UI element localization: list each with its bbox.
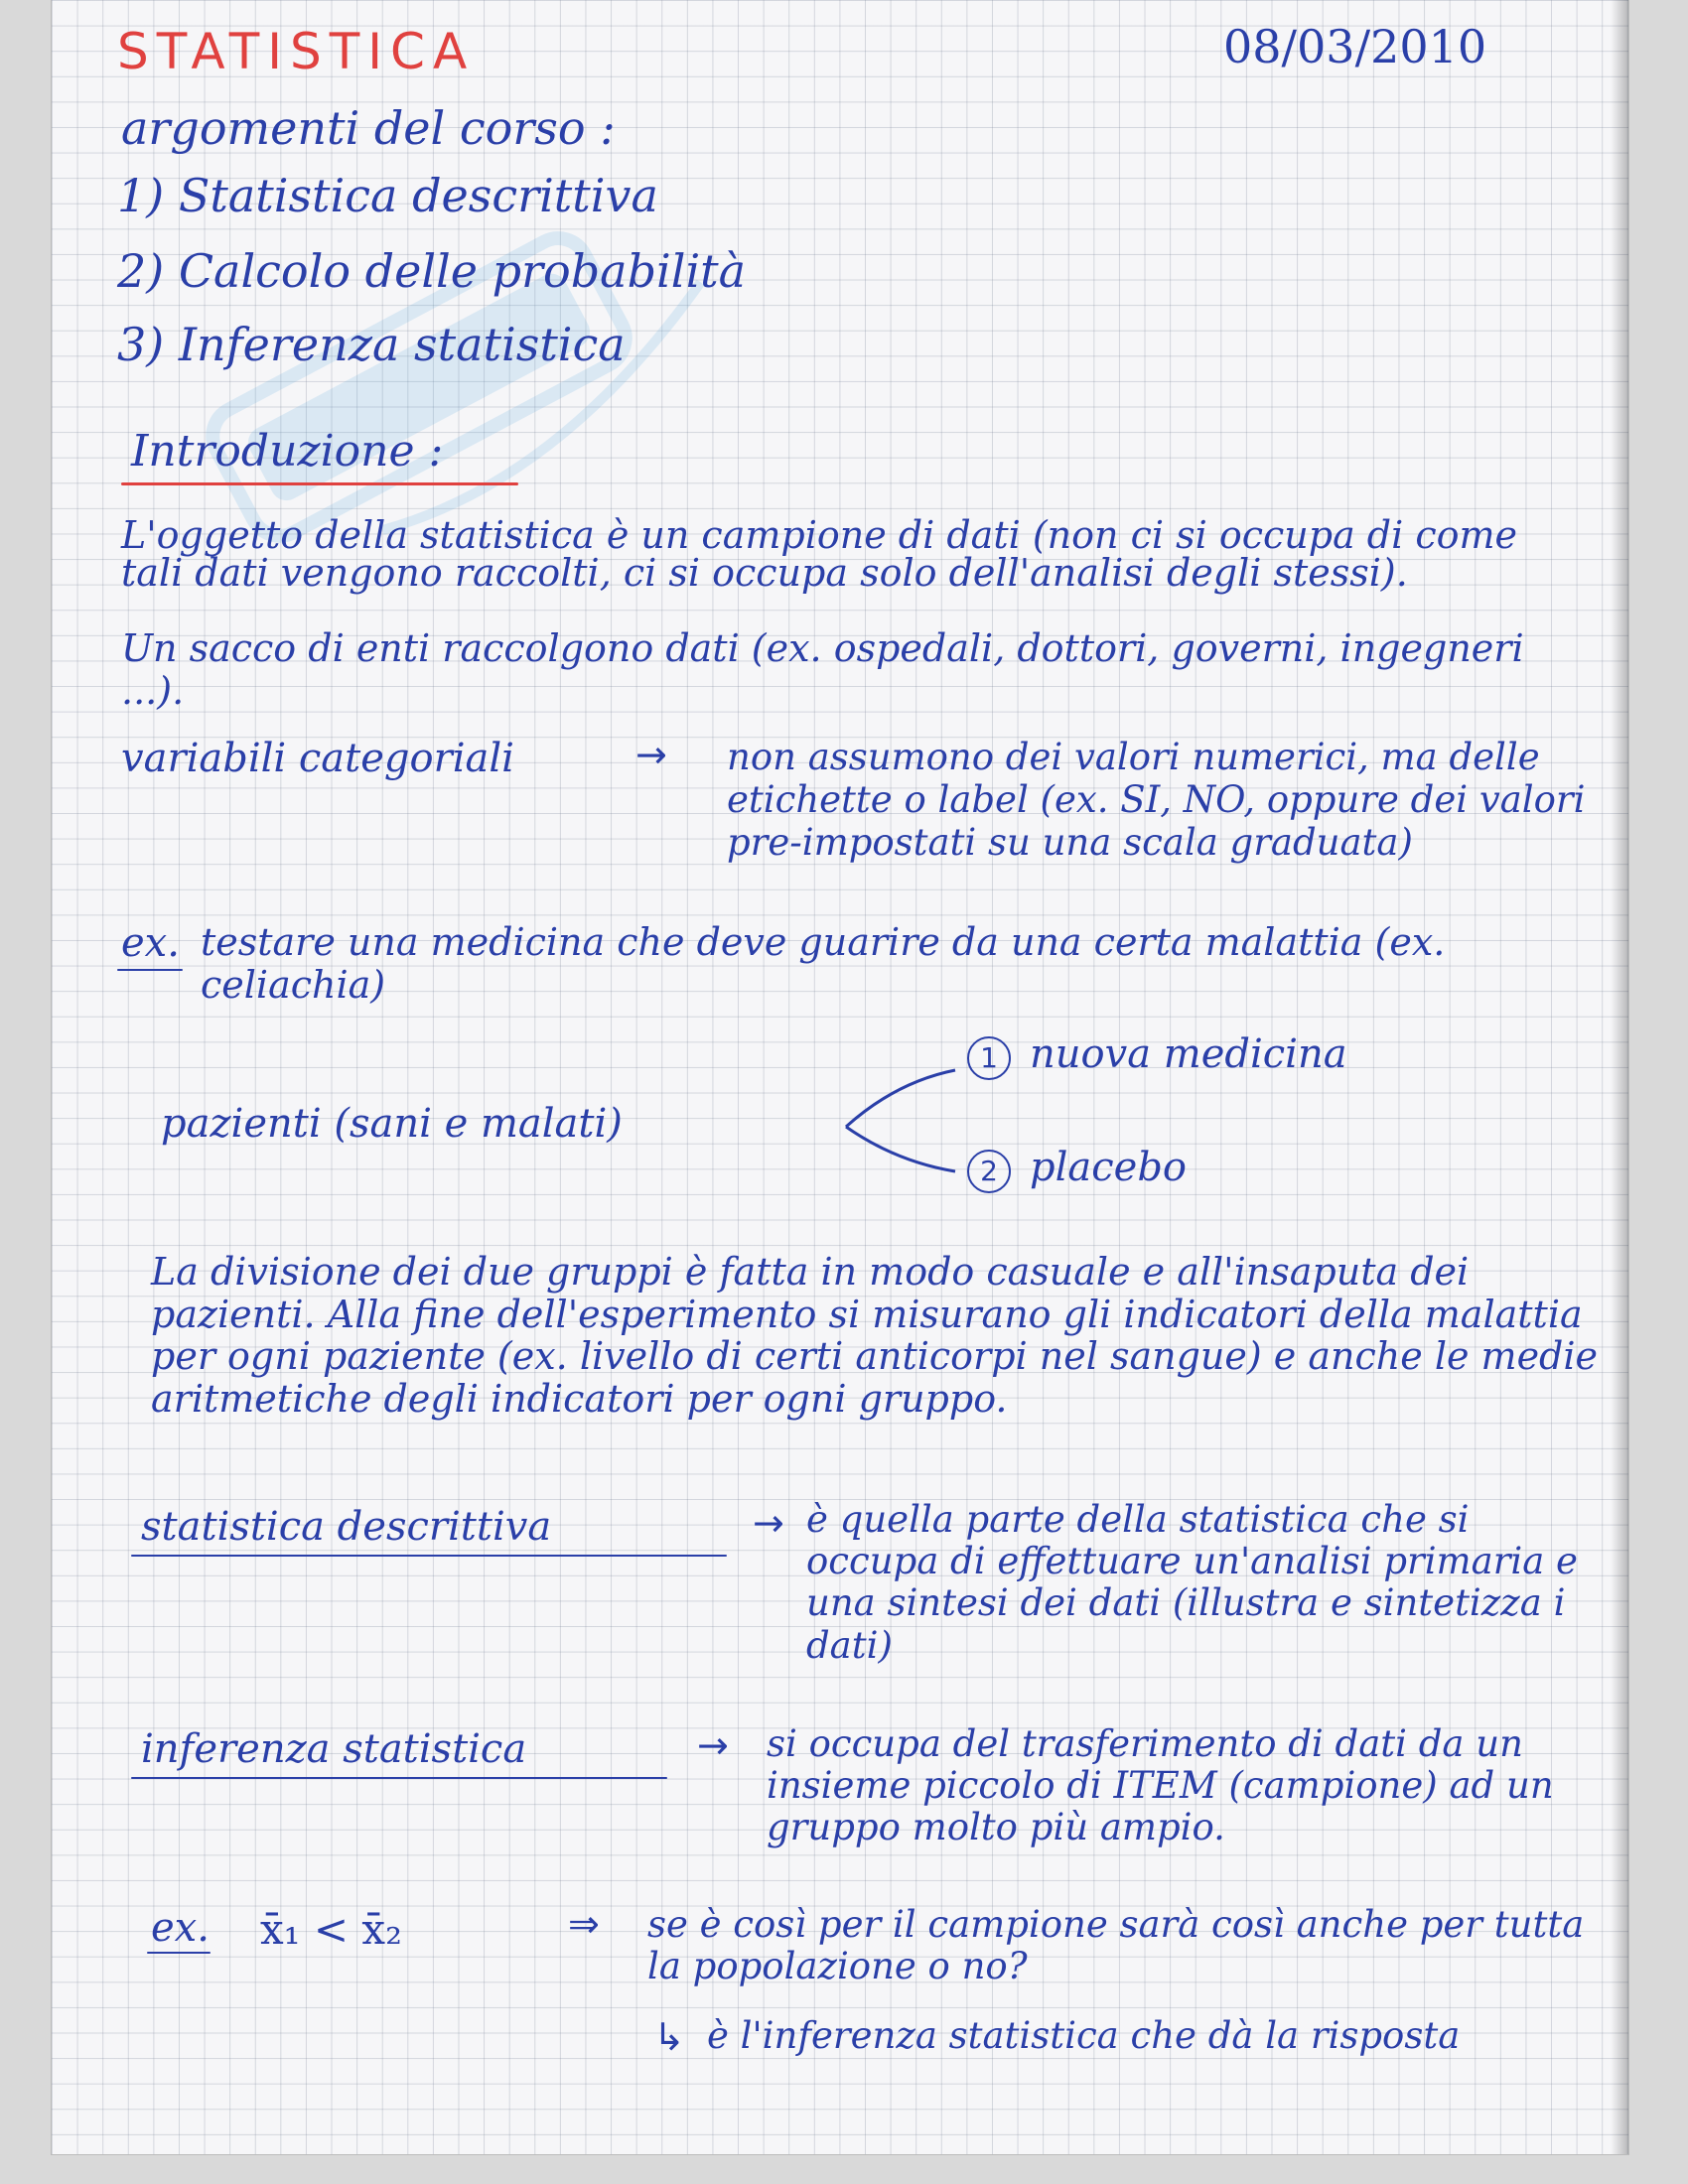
descriptive-term: statistica descrittiva bbox=[141, 1504, 552, 1550]
page-title: STATISTICA bbox=[117, 23, 476, 80]
page-edge-shadow bbox=[1611, 0, 1628, 2154]
division-paragraph: La divisione dei due gruppi è fatta in modo casuale e all'insaputa dei pazienti. Alla fine dell'esperimento si misurano gli indicatori della malattia per ogni paziente (ex. livello di certi anticorpi nel sangue) e anche le medie aritmetiche degli indicatori per ogni gruppo. bbox=[151, 1250, 1611, 1421]
example-label-underline bbox=[147, 1952, 211, 1954]
branch-number-badge: 2 bbox=[967, 1150, 1011, 1193]
branch-label: nuova medicina bbox=[1030, 1031, 1347, 1077]
arrow-right-icon: → bbox=[753, 1501, 784, 1545]
intro-heading: Introduzione : bbox=[131, 426, 444, 477]
implies-icon: ⇒ bbox=[568, 1902, 600, 1946]
intro-heading-underline bbox=[121, 482, 518, 485]
course-item: 1) Statistica descrittiva bbox=[117, 169, 658, 222]
descriptive-term-underline bbox=[131, 1555, 727, 1557]
diagram-root: pazienti (sani e malati) bbox=[161, 1101, 623, 1147]
example-text: testare una medicina che deve guarire da una certa malattia (ex. celiachia) bbox=[201, 920, 1458, 1007]
example-label: ex. bbox=[151, 1905, 210, 1951]
example-answer: è l'inferenza statistica che dà la risposta bbox=[707, 2014, 1461, 2057]
arrow-right-icon: → bbox=[635, 733, 667, 776]
notebook-page bbox=[52, 0, 1628, 2154]
inference-definition: si occupa del trasferimento di dati da un insieme piccolo di ITEM (campione) ad un gruppo molto più ampio. bbox=[767, 1722, 1566, 1849]
intro-paragraph: L'oggetto della statistica è un campione di dati (non ci si occupa di come tali dati vengono raccolti, ci si occupa solo dell'analisi degli stessi). bbox=[121, 513, 1530, 595]
example-formula: x̄₁ < x̄₂ bbox=[260, 1905, 402, 1954]
example-label: ex. bbox=[121, 920, 180, 966]
example-question: se è così per il campione sarà così anche per tutta la popolazione o no? bbox=[647, 1903, 1597, 1988]
inference-term: inferenza statistica bbox=[141, 1726, 527, 1772]
course-item: 3) Inferenza statistica bbox=[117, 318, 626, 371]
intro-paragraph: Un sacco di enti raccolgono dati (ex. ospedali, dottori, governi, ingegneri ...). bbox=[121, 626, 1536, 713]
answer-arrow-icon: ↳ bbox=[653, 2015, 685, 2059]
branch-label: placebo bbox=[1030, 1145, 1188, 1190]
branch-number-badge: 1 bbox=[967, 1036, 1011, 1080]
diagram-branch-lines bbox=[836, 1052, 965, 1191]
inference-term-underline bbox=[131, 1777, 667, 1779]
page-date: 08/03/2010 bbox=[1223, 20, 1487, 73]
arrow-right-icon: → bbox=[697, 1723, 729, 1767]
example-label-underline bbox=[117, 969, 183, 971]
categorical-term: variabili categoriali bbox=[121, 736, 514, 781]
categorical-definition: non assumono dei valori numerici, ma delle etichette o label (ex. SI, NO, oppure dei valori pre-impostati su una scala graduata) bbox=[727, 736, 1598, 864]
descriptive-definition: è quella parte della statistica che si occupa di effettuare un'analisi primaria e una sintesi dei dati (illustra e sintetizza i dati) bbox=[806, 1498, 1590, 1667]
course-item: 2) Calcolo delle probabilità bbox=[117, 244, 747, 298]
course-heading: argomenti del corso : bbox=[121, 101, 616, 155]
